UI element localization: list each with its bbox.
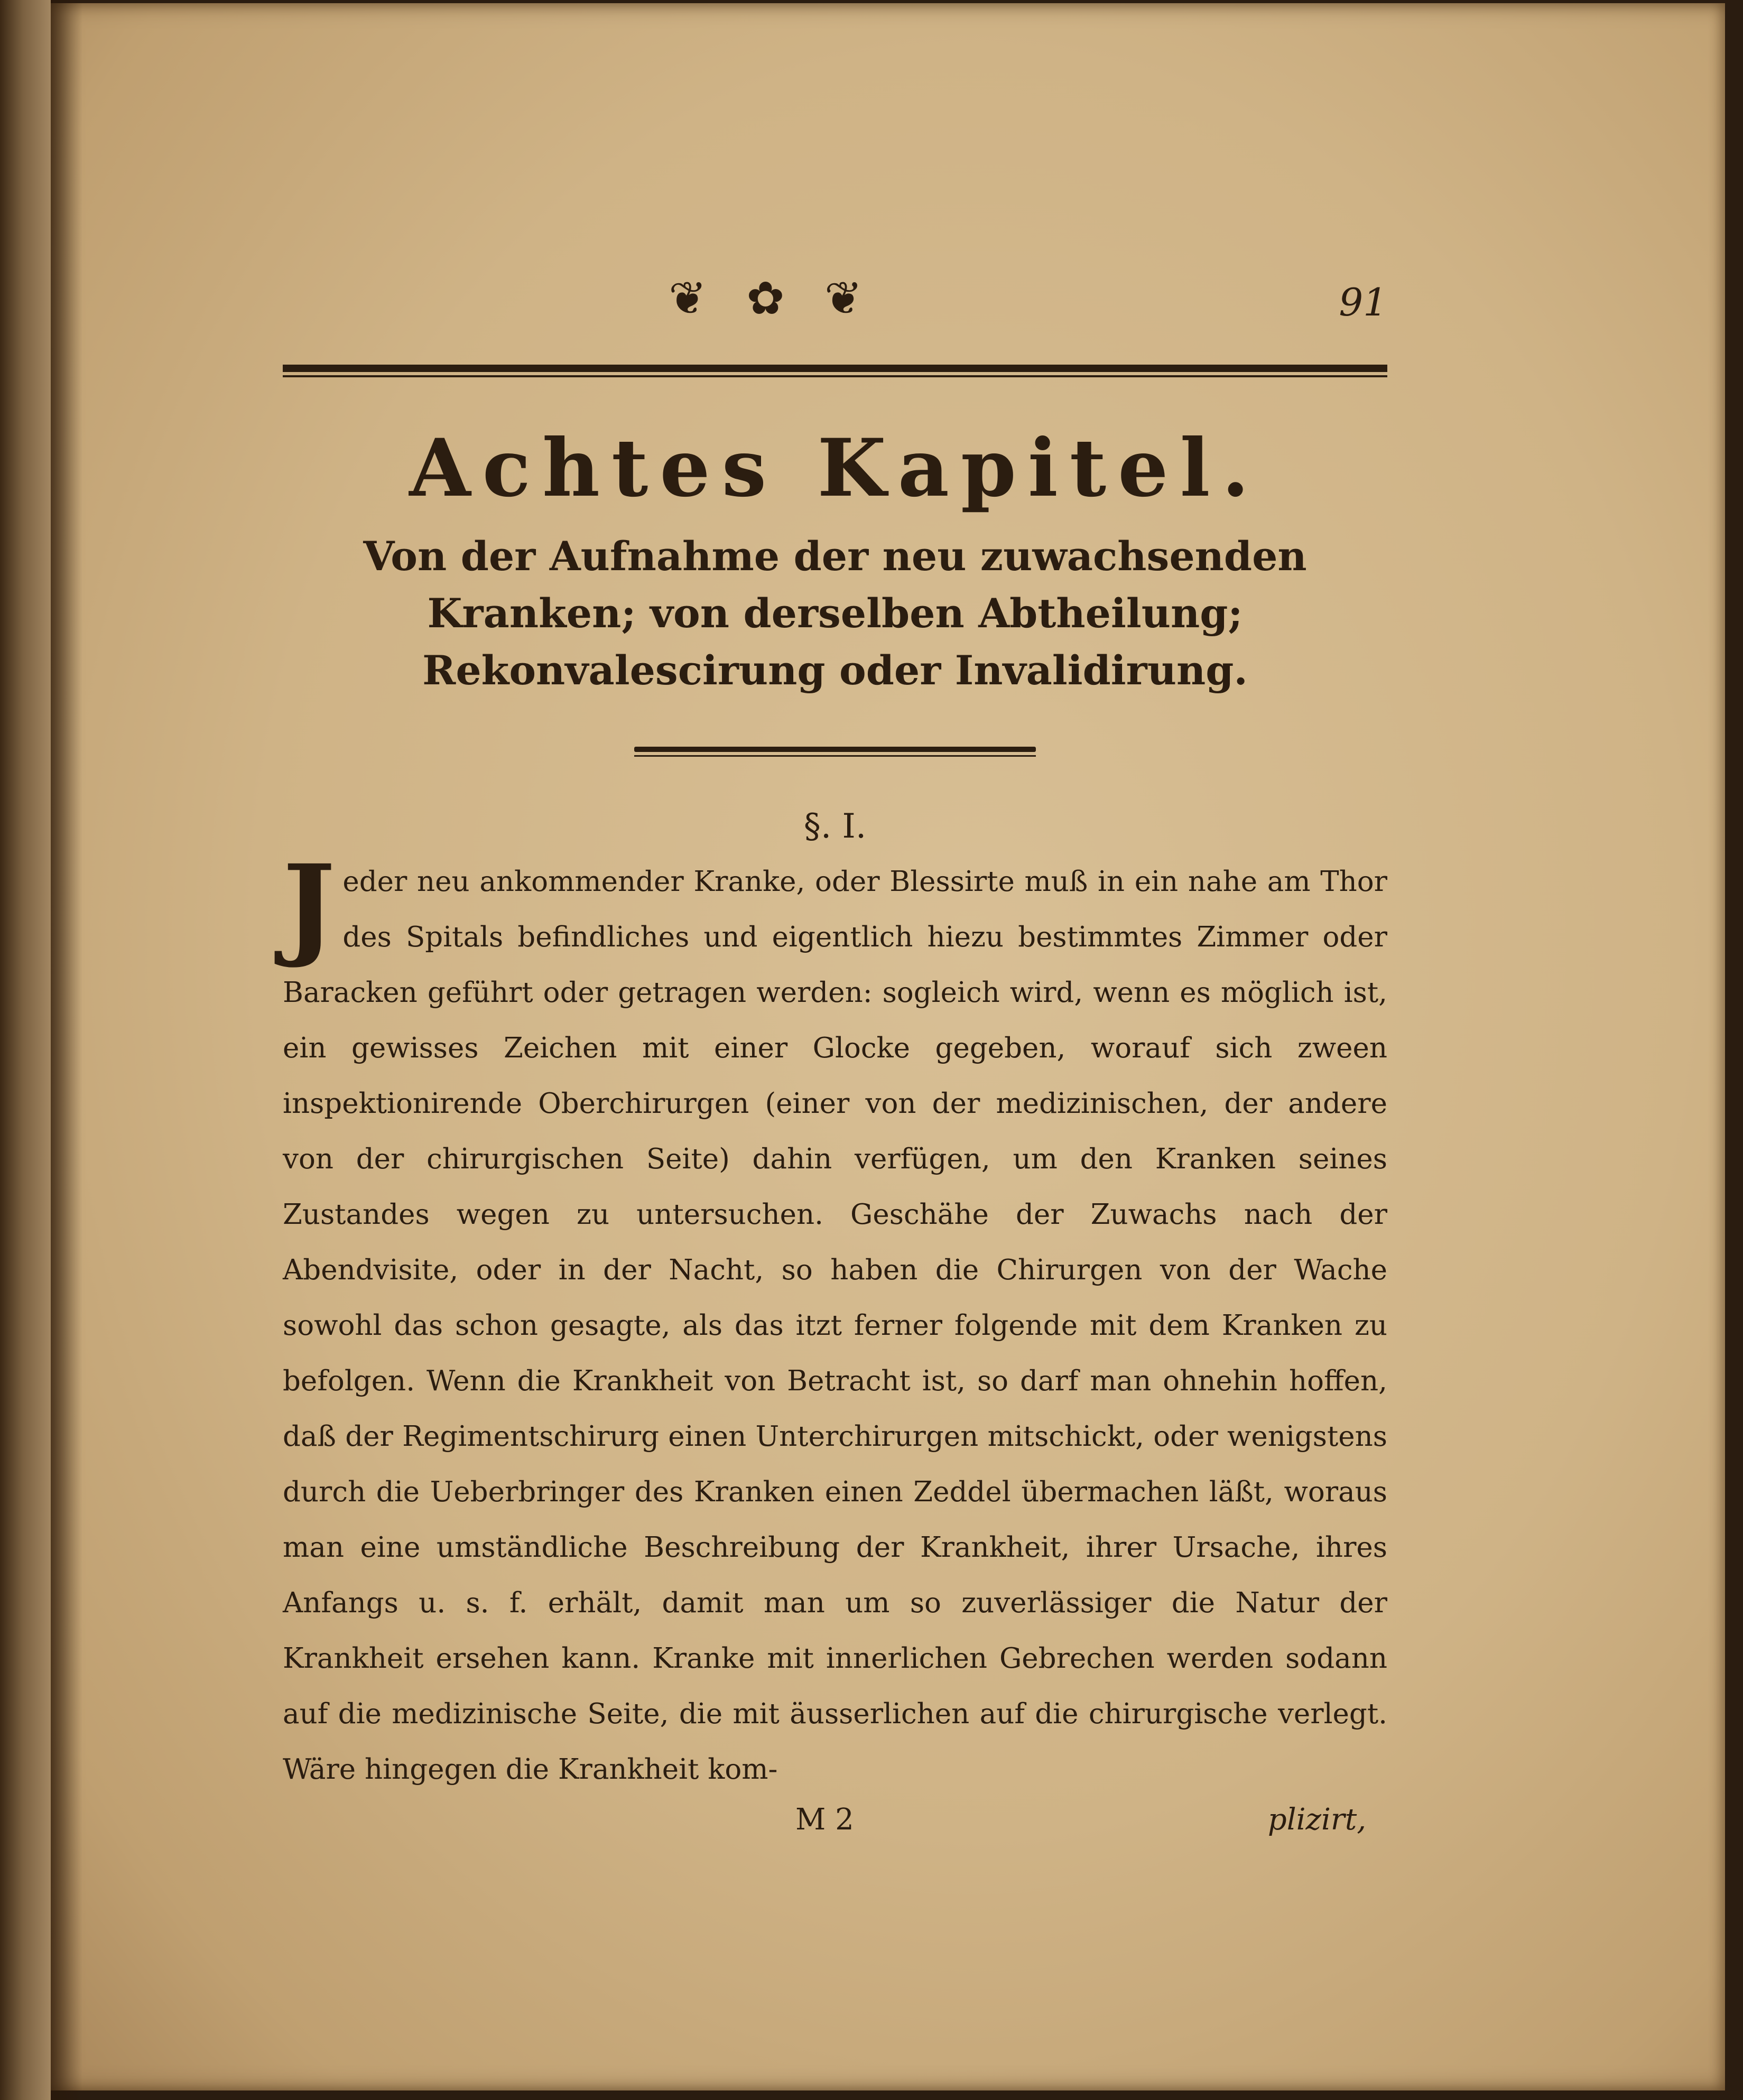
signature-mark: M 2 — [795, 1802, 854, 1837]
section-divider-thin — [634, 755, 1036, 757]
drop-cap: J — [283, 840, 336, 971]
running-head — [283, 264, 1387, 333]
page-number: 91 — [1339, 280, 1387, 324]
body-paragraph — [283, 840, 1387, 1797]
gutter-shadow — [51, 0, 82, 2100]
chapter-subtitle: Von der Aufnahme der neu zuwachsenden Kranken; von derselben Abtheilung; Rekonvalescirung oder Invalidirung. — [363, 533, 1307, 694]
header-rule-thin — [283, 375, 1387, 377]
catchword: plizirt, — [1267, 1802, 1366, 1837]
chapter-title: Achtes Kapitel. — [409, 422, 1261, 515]
section-divider — [634, 747, 1036, 752]
page-footer — [283, 1802, 1387, 1855]
body-text: eder neu ankommender Kranke, oder Blessirte muß in ein nahe am Thor des Spitals befindliches und eigentlich hiezu bestimmtes Zimmer oder Baracken geführt oder getragen werden: sogleich wird, wenn es möglich ist, ein gewisses Zeichen mit einer Glocke gegeben, worauf sich zween inspektionirende Oberchirurgen (einer von der medizinischen, der andere von der chirurgischen Seite) dahin verfügen, um den Kranken seines Zustandes wegen zu untersuchen. Geschähe der Zuwachs nach der Abendvisite, oder in der Nacht, so haben die Chirurgen von der Wache sowohl das schon gesagte, als das itzt ferner folgende mit dem Kranken zu befolgen. Wenn die Krankheit von Betracht ist, so darf man ohnehin hoffen, daß der Regimentschirurg einen Unterchirurgen mitschickt, oder wenigstens durch die Ueberbringer des Kranken einen Zeddel übermachen läßt, woraus man eine umständliche Beschreibung der Krankheit, ihrer Ursache, ihres Anfangs u. s. f. erhält, damit man um so zuverlässiger die Natur der Krankheit ersehen kann. Kranke mit innerlichen Gebrechen werden sodann auf die medizinische Seite, die mit äusserlichen auf die chirurgische verlegt. Wäre hingegen die Krankheit kom- — [283, 865, 1387, 1786]
text-block — [283, 264, 1387, 1855]
section-mark: §. I. — [803, 806, 867, 846]
header-ornament-icon: ❦ ✿ ❦ — [669, 272, 875, 325]
left-page-edge — [0, 0, 51, 2100]
header-rule — [283, 365, 1387, 372]
